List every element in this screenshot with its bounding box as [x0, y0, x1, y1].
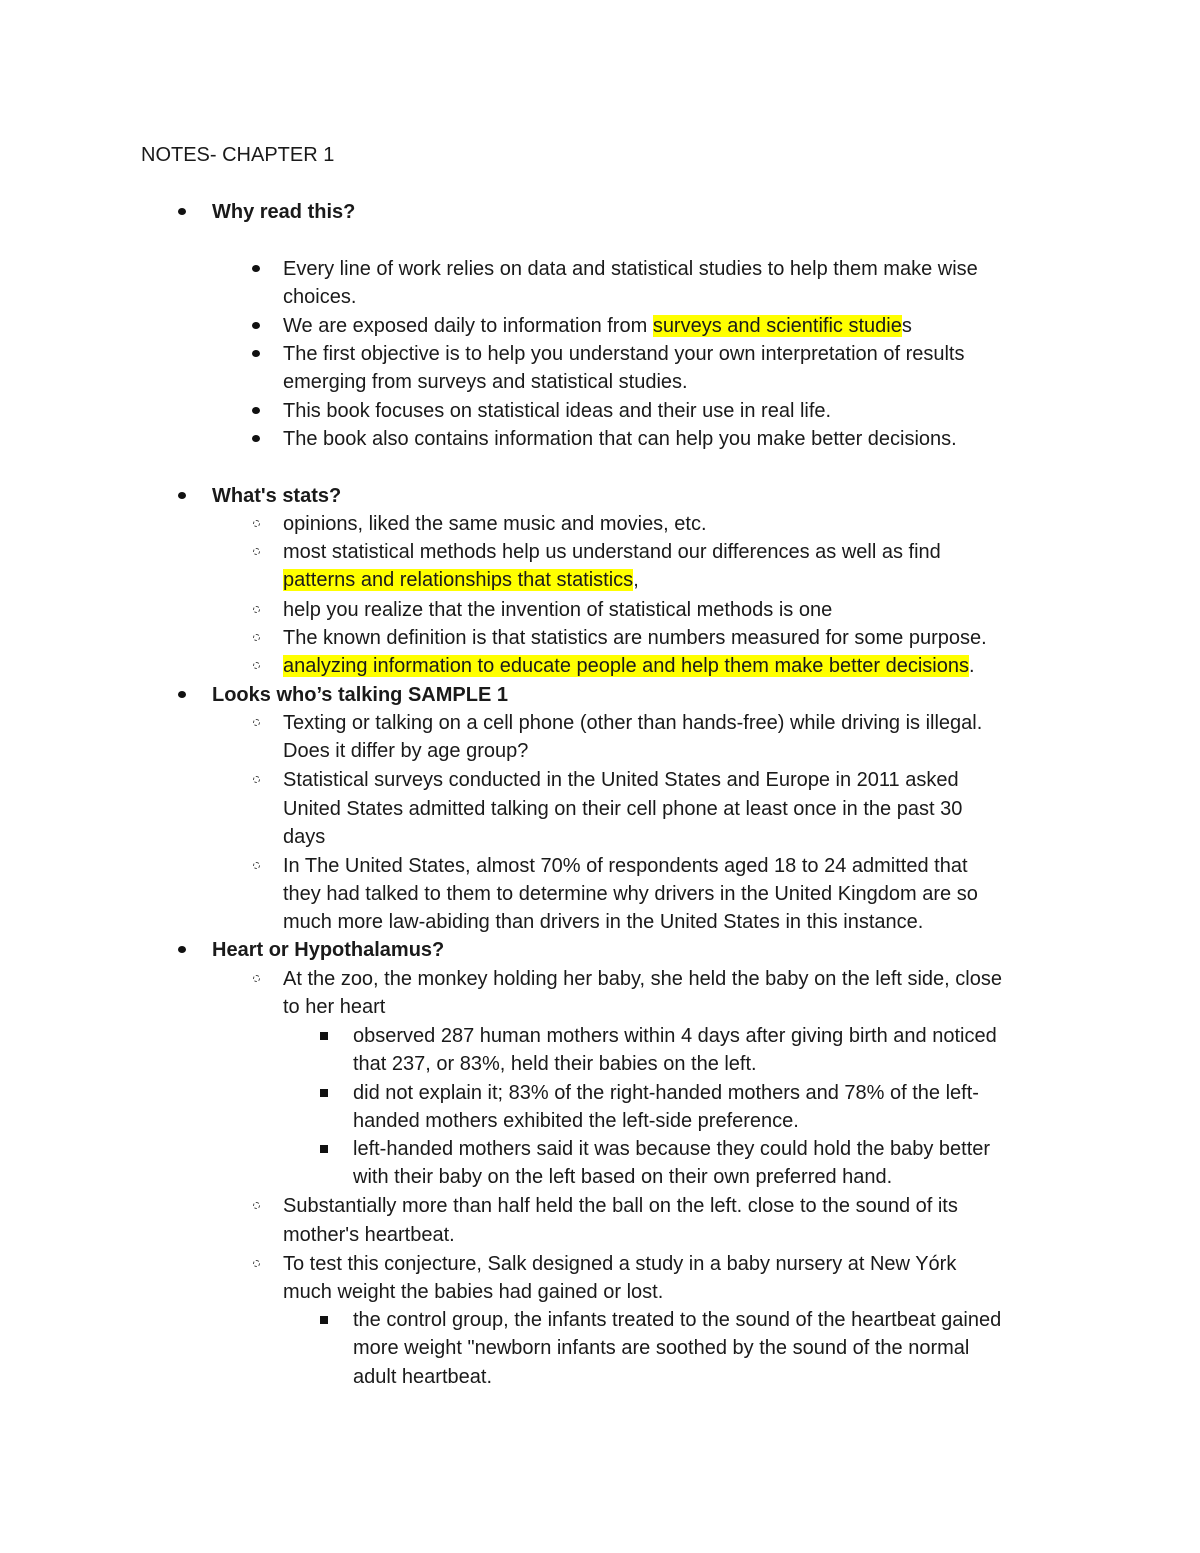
- bullet-circle-icon: [248, 766, 264, 795]
- bullet-square-icon: [316, 1135, 332, 1164]
- bullet-dot-icon: [174, 681, 190, 710]
- list-item-continued: United States admitted talking on their cell phone at least once in the past 30: [283, 798, 963, 820]
- bullet-circle-icon: [248, 1250, 264, 1279]
- bullet-circle-icon: [248, 709, 264, 738]
- list-item: help you realize that the invention of statistical methods is one: [283, 599, 833, 621]
- list-item-continued: they had talked to them to determine why drivers in the United Kingdom are so: [283, 883, 978, 905]
- list-item: At the zoo, the monkey holding her baby, she held the baby on the left side, close: [283, 968, 1002, 990]
- sub-list-item-continued: that 237, or 83%, held their babies on the left.: [353, 1053, 757, 1075]
- sub-list-item: left-handed mothers said it was because they could hold the baby better: [353, 1138, 991, 1160]
- bullet-dot-icon: [174, 936, 190, 965]
- section-heading-why: Why read this?: [212, 201, 356, 223]
- list-item-continued: to her heart: [283, 996, 386, 1018]
- highlighted-text: surveys and scientific studie: [652, 315, 902, 337]
- list-item: opinions, liked the same music and movies, etc.: [283, 513, 707, 535]
- section-heading-heart: Heart or Hypothalamus?: [212, 939, 445, 961]
- list-item: The known definition is that statistics are numbers measured for some purpose.: [283, 627, 987, 649]
- bullet-circle-icon: [248, 852, 264, 881]
- bullet-dot-icon: [248, 255, 264, 284]
- list-item: Texting or talking on a cell phone (other than hands-free) while driving is illegal.: [283, 712, 983, 734]
- section-heading-sample: Looks who’s talking SAMPLE 1: [212, 684, 508, 706]
- list-item-continued: choices.: [283, 286, 357, 308]
- bullet-dot-icon: [248, 340, 264, 369]
- list-item-continued: days: [283, 826, 326, 848]
- list-item-continued: [283, 566, 639, 595]
- bullet-circle-icon: [248, 965, 264, 994]
- sub-list-item: the control group, the infants treated to the sound of the heartbeat gained: [353, 1309, 1002, 1331]
- list-item: Statistical surveys conducted in the United States and Europe in 2011 asked: [283, 769, 959, 791]
- list-item: most statistical methods help us understand our differences as well as find: [283, 541, 941, 563]
- sub-list-item-continued: with their baby on the left based on their own preferred hand.: [353, 1166, 893, 1188]
- list-item-text: s: [901, 315, 912, 337]
- bullet-square-icon: [316, 1079, 332, 1108]
- highlighted-text: patterns and relationships that statistics: [283, 569, 634, 591]
- list-item: To test this conjecture, Salk designed a study in a baby nursery at New Yórk: [283, 1253, 957, 1275]
- list-item: [283, 652, 975, 681]
- bullet-square-icon: [316, 1306, 332, 1335]
- bullet-circle-icon: [248, 652, 264, 681]
- list-item-continued: Does it differ by age group?: [283, 740, 529, 762]
- list-item: The book also contains information that can help you make better decisions.: [283, 428, 957, 450]
- sub-list-item-continued: handed mothers exhibited the left-side preference.: [353, 1110, 799, 1132]
- list-item-text: .: [969, 655, 975, 677]
- bullet-dot-icon: [248, 425, 264, 454]
- bullet-circle-icon: [248, 624, 264, 653]
- bullet-circle-icon: [248, 596, 264, 625]
- list-item-text: ,: [633, 569, 639, 591]
- list-item: Every line of work relies on data and statistical studies to help them make wise: [283, 258, 978, 280]
- list-item: The first objective is to help you understand your own interpretation of results: [283, 343, 965, 365]
- list-item-continued: much weight the babies had gained or lost.: [283, 1281, 664, 1303]
- bullet-dot-icon: [248, 312, 264, 341]
- section-heading-stats: What's stats?: [212, 485, 342, 507]
- sub-list-item: observed 287 human mothers within 4 days after giving birth and noticed: [353, 1025, 997, 1047]
- list-item-continued: emerging from surveys and statistical studies.: [283, 371, 688, 393]
- sub-list-item-continued: adult heartbeat.: [353, 1366, 492, 1388]
- bullet-circle-icon: [248, 1192, 264, 1221]
- page-title: NOTES- CHAPTER 1: [141, 144, 335, 166]
- list-item: [283, 312, 912, 341]
- list-item: This book focuses on statistical ideas and their use in real life.: [283, 400, 832, 422]
- sub-list-item: did not explain it; 83% of the right-handed mothers and 78% of the left-: [353, 1082, 979, 1104]
- bullet-dot-icon: [248, 397, 264, 426]
- bullet-dot-icon: [174, 482, 190, 511]
- sub-list-item-continued: more weight "newborn infants are soothed by the sound of the normal: [353, 1337, 970, 1359]
- list-item-text: We are exposed daily to information from: [283, 315, 653, 337]
- highlighted-text: analyzing information to educate people and help them make better decisions: [283, 655, 969, 677]
- bullet-circle-icon: [248, 538, 264, 567]
- list-item: Substantially more than half held the ball on the left. close to the sound of its: [283, 1195, 958, 1217]
- list-item: In The United States, almost 70% of respondents aged 18 to 24 admitted that: [283, 855, 968, 877]
- list-item-continued: mother's heartbeat.: [283, 1224, 455, 1246]
- bullet-circle-icon: [248, 510, 264, 539]
- bullet-dot-icon: [174, 198, 190, 227]
- bullet-square-icon: [316, 1022, 332, 1051]
- list-item-continued: much more law-abiding than drivers in the United States in this instance.: [283, 911, 924, 933]
